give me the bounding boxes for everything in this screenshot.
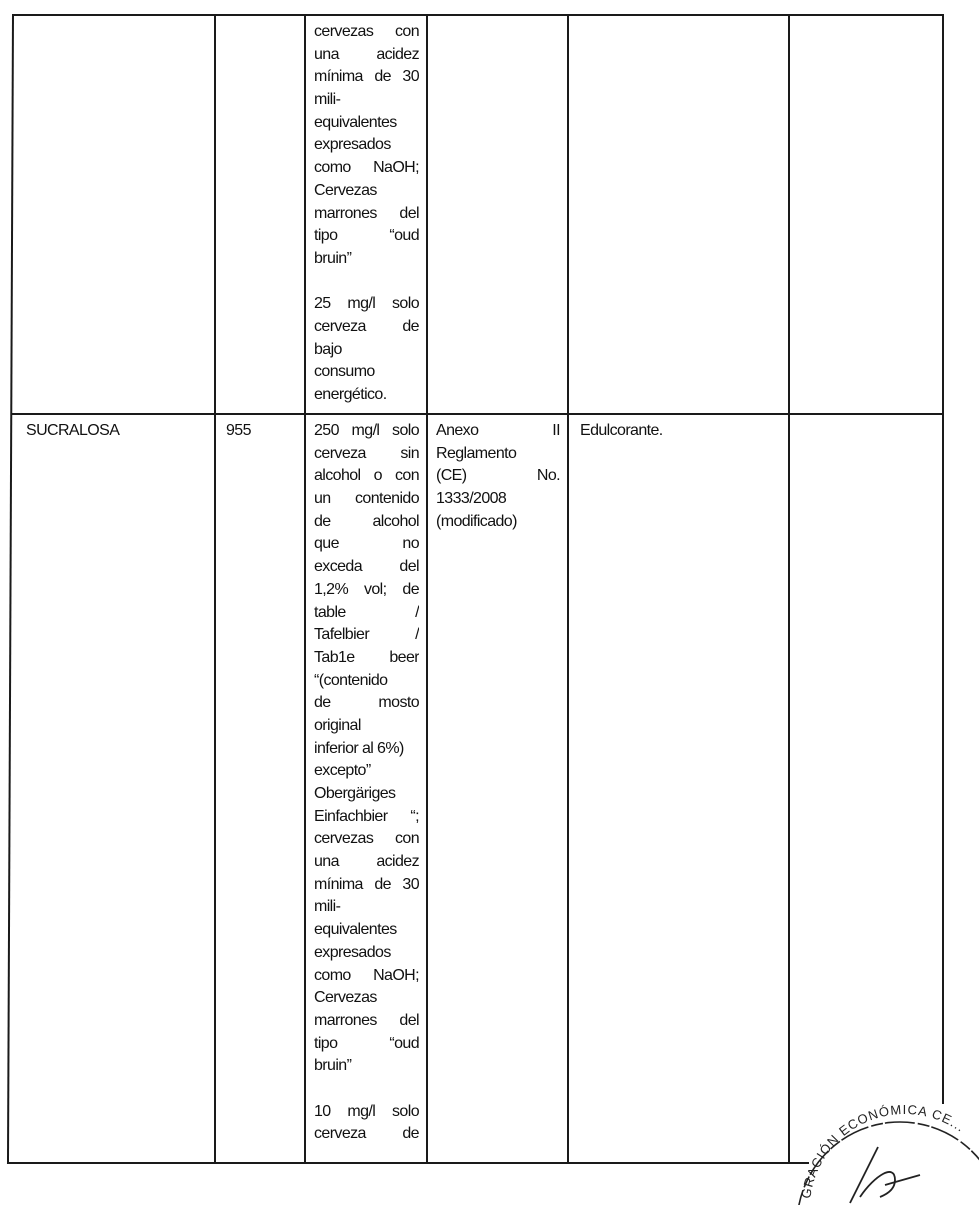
limits-line: marrones del <box>314 1011 419 1029</box>
row-separator <box>11 413 944 415</box>
column-divider-5 <box>788 14 790 1164</box>
limits-line: Cervezas <box>314 181 377 199</box>
limits-line: Cervezas <box>314 989 377 1007</box>
limits-line: alcohol o con <box>314 467 419 485</box>
official-stamp <box>800 1085 979 1205</box>
limits-line: cervezas con <box>314 23 419 40</box>
limits-line: bajo <box>314 340 342 358</box>
limits-line: equivalentes <box>314 113 397 131</box>
limits-line: expresados <box>314 136 391 154</box>
limits-line: mili- <box>314 898 341 916</box>
reference-line: 1333/2008 <box>436 490 507 508</box>
limits-line: equivalentes <box>314 921 397 939</box>
limits-line: exceda del <box>314 558 419 576</box>
limits-line <box>314 1078 419 1101</box>
limits-line: que no <box>314 535 419 553</box>
limits-line: cerveza de <box>314 317 419 335</box>
column-divider-4 <box>567 14 569 1164</box>
limits-line: 10 mg/l solo <box>314 1102 419 1120</box>
limits-line: Tab1e beer <box>314 648 419 666</box>
reference-line: Anexo II <box>436 422 560 439</box>
row2-e-number: 955 <box>226 422 251 439</box>
limits-line: “(contenido <box>314 671 388 689</box>
limits-line: mínima de 30 <box>314 875 419 893</box>
table-left-border <box>7 14 14 1164</box>
table-bottom-border <box>9 1162 809 1164</box>
limits-line: bruin” <box>314 249 352 267</box>
column-divider-1 <box>214 14 216 1164</box>
limits-line: excepto” <box>314 762 371 780</box>
row1-limits-cell <box>314 21 419 407</box>
limits-line: 25 mg/l solo <box>314 295 419 313</box>
limits-line: expresados <box>314 943 391 961</box>
limits-line: table / <box>314 603 419 621</box>
row2-function: Edulcorante. <box>580 422 663 439</box>
stamp-signature <box>850 1147 920 1203</box>
limits-line: mili- <box>314 91 341 109</box>
limits-line: 250 mg/l solo <box>314 422 419 439</box>
limits-line: de alcohol <box>314 512 419 530</box>
limits-line: tipo “oud <box>314 1034 419 1052</box>
limits-line: bruin” <box>314 1057 352 1075</box>
table-top-border <box>12 14 944 16</box>
limits-line: un contenido <box>314 490 419 508</box>
limits-line <box>314 271 419 294</box>
column-divider-3 <box>426 14 428 1164</box>
limits-line: mínima de 30 <box>314 68 419 86</box>
reference-line: (CE) No. <box>436 467 560 485</box>
row2-additive-name: SUCRALOSA <box>26 422 120 439</box>
reference-line: Reglamento <box>436 444 517 462</box>
column-divider-2 <box>304 14 306 1164</box>
limits-line: original <box>314 716 361 734</box>
limits-line: inferior al 6%) <box>314 739 404 757</box>
table-right-border <box>942 14 944 1104</box>
limits-line: cervezas con <box>314 830 419 848</box>
limits-line: consumo <box>314 363 375 381</box>
limits-line: energético. <box>314 386 387 403</box>
limits-line: Einfachbier “; <box>314 807 419 825</box>
limits-line: Tafelbier / <box>314 626 419 644</box>
limits-line: 1,2% vol; de <box>314 580 419 598</box>
limits-line: cerveza sin <box>314 444 419 462</box>
row2-limits-cell <box>314 420 419 1146</box>
limits-line: marrones del <box>314 204 419 222</box>
reference-line: (modificado) <box>436 512 517 530</box>
row2-reference-cell <box>436 420 560 533</box>
limits-line: de mosto <box>314 694 419 712</box>
limits-line: una acidez <box>314 853 419 871</box>
limits-line: una acidez <box>314 45 419 63</box>
limits-line: Obergäriges <box>314 785 396 802</box>
limits-line: como NaOH; <box>314 966 419 984</box>
stamp-text: GRACIÓN ECONÓMICA CE... <box>798 1101 969 1200</box>
limits-line: cerveza de <box>314 1125 419 1143</box>
limits-line: como NaOH; <box>314 159 419 177</box>
limits-line: tipo “oud <box>314 227 419 245</box>
